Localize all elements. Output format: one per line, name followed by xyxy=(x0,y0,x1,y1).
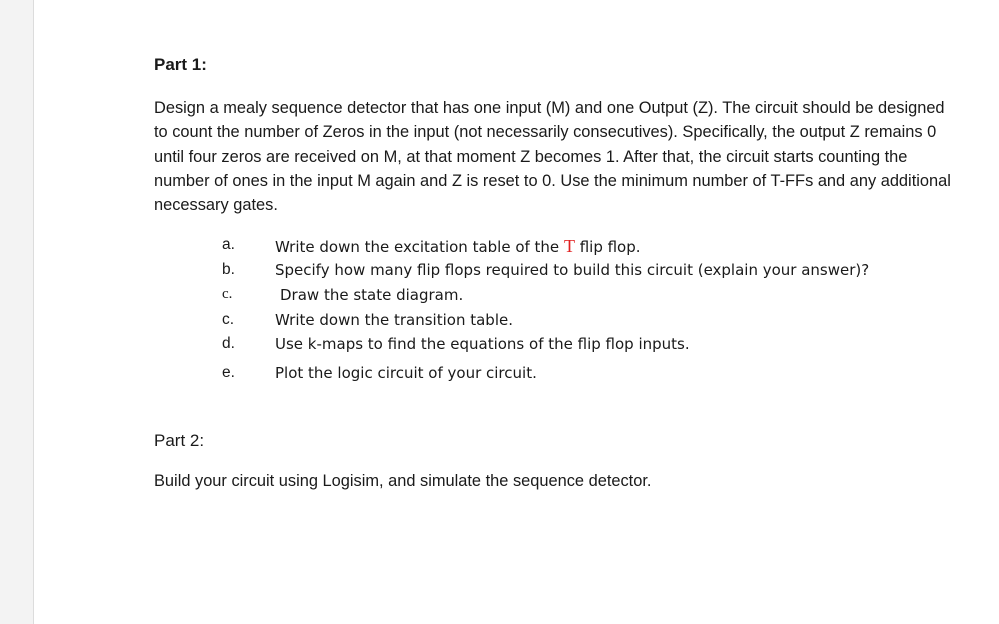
item-text-after: flip flop. xyxy=(574,238,641,256)
list-item-text xyxy=(275,236,641,257)
item-text-before: Write down the excitation table of the xyxy=(275,238,564,256)
list-item-a xyxy=(0,236,999,260)
list-marker: d. xyxy=(222,335,235,352)
list-item-text: Specify how many flip flops required to build this circuit (explain your answer)? xyxy=(275,261,870,279)
list-item-c-transition-table xyxy=(0,311,999,335)
list-item-e xyxy=(0,364,999,388)
part2-paragraph: Build your circuit using Logisim, and simulate the sequence detector. xyxy=(154,472,652,490)
part1-paragraph: Design a mealy sequence detector that has one input (M) and one Output (Z). The circuit should be designed to count the number of Zeros in the input (not necessarily consecutives). Specifically, the output Z remains 0 until four zeros are received on M, at that moment Z becomes 1. After that, the circuit starts counting the number of ones in the input M again and Z is reset to 0. Use the minimum number of T-FFs and any additional necessary gates. xyxy=(154,99,951,215)
list-marker: c. xyxy=(222,286,233,302)
list-item-text: Draw the state diagram. xyxy=(280,286,464,304)
list-item-d xyxy=(0,335,999,359)
list-marker: a. xyxy=(222,236,235,253)
list-marker: e. xyxy=(222,364,235,381)
list-item-text: Write down the transition table. xyxy=(275,311,513,329)
part1-heading: Part 1: xyxy=(154,55,207,74)
t-highlight: T xyxy=(563,236,575,256)
list-item-text: Plot the logic circuit of your circuit. xyxy=(275,364,537,382)
list-item-c-state-diagram xyxy=(0,286,999,310)
list-marker: b. xyxy=(222,261,235,278)
list-marker: c. xyxy=(222,311,235,328)
list-item-text: Use k-maps to find the equations of the flip flop inputs. xyxy=(275,335,690,353)
part2-heading: Part 2: xyxy=(154,431,205,450)
list-item-b xyxy=(0,261,999,285)
